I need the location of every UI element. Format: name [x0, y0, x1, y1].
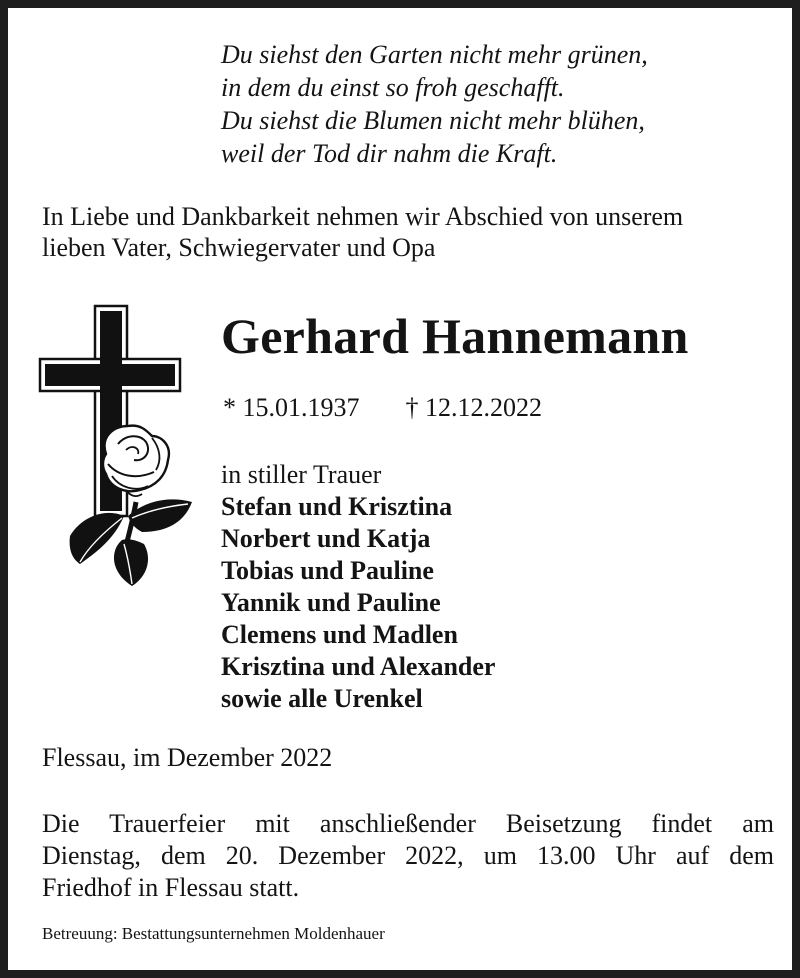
funeral-home-credit: Betreuung: Bestattungsunternehmen Moldenhauer [42, 924, 385, 943]
mourners-lead: in stiller Trauer [221, 460, 382, 489]
poem-line: Du siehst den Garten nicht mehr grünen, [221, 40, 648, 69]
birth-date: * 15.01.1937 [223, 393, 360, 422]
mourner-name: sowie alle Urenkel [221, 684, 423, 713]
life-dates [223, 393, 542, 423]
death-date: † 12.12.2022 [405, 393, 542, 422]
funeral-line: Die Trauerfeier mit anschließender Beisetzung findet am [42, 809, 774, 838]
funeral-line: Friedhof in Flessau statt. [42, 873, 300, 902]
mourner-name: Stefan und Krisztina [221, 492, 453, 521]
place-date: Flessau, im Dezember 2022 [42, 743, 333, 772]
cross-with-rose-icon [36, 304, 204, 596]
funeral-info [42, 808, 774, 904]
mourners-list [221, 459, 495, 715]
poem-line: weil der Tod dir nahm die Kraft. [221, 139, 558, 168]
funeral-line: Dienstag, dem 20. Dezember 2022, um 13.00 Uhr auf dem [42, 841, 774, 870]
intro-line: lieben Vater, Schwiegervater und Opa [42, 233, 436, 262]
rose-icon [70, 426, 192, 586]
mourner-name: Yannik und Pauline [221, 588, 441, 617]
poem-line: Du siehst die Blumen nicht mehr blühen, [221, 106, 645, 135]
mourner-name: Krisztina und Alexander [221, 652, 496, 681]
cross-icon [40, 306, 180, 516]
deceased-name: Gerhard Hannemann [221, 308, 689, 364]
mourner-name: Tobias und Pauline [221, 556, 434, 585]
intro-text [42, 201, 782, 263]
mourner-name: Clemens und Madlen [221, 620, 458, 649]
intro-line: In Liebe und Dankbarkeit nehmen wir Abschied von unserem [42, 202, 684, 231]
mourner-name: Norbert und Katja [221, 524, 431, 553]
memorial-poem [221, 38, 648, 170]
poem-line: in dem du einst so froh geschafft. [221, 73, 565, 102]
